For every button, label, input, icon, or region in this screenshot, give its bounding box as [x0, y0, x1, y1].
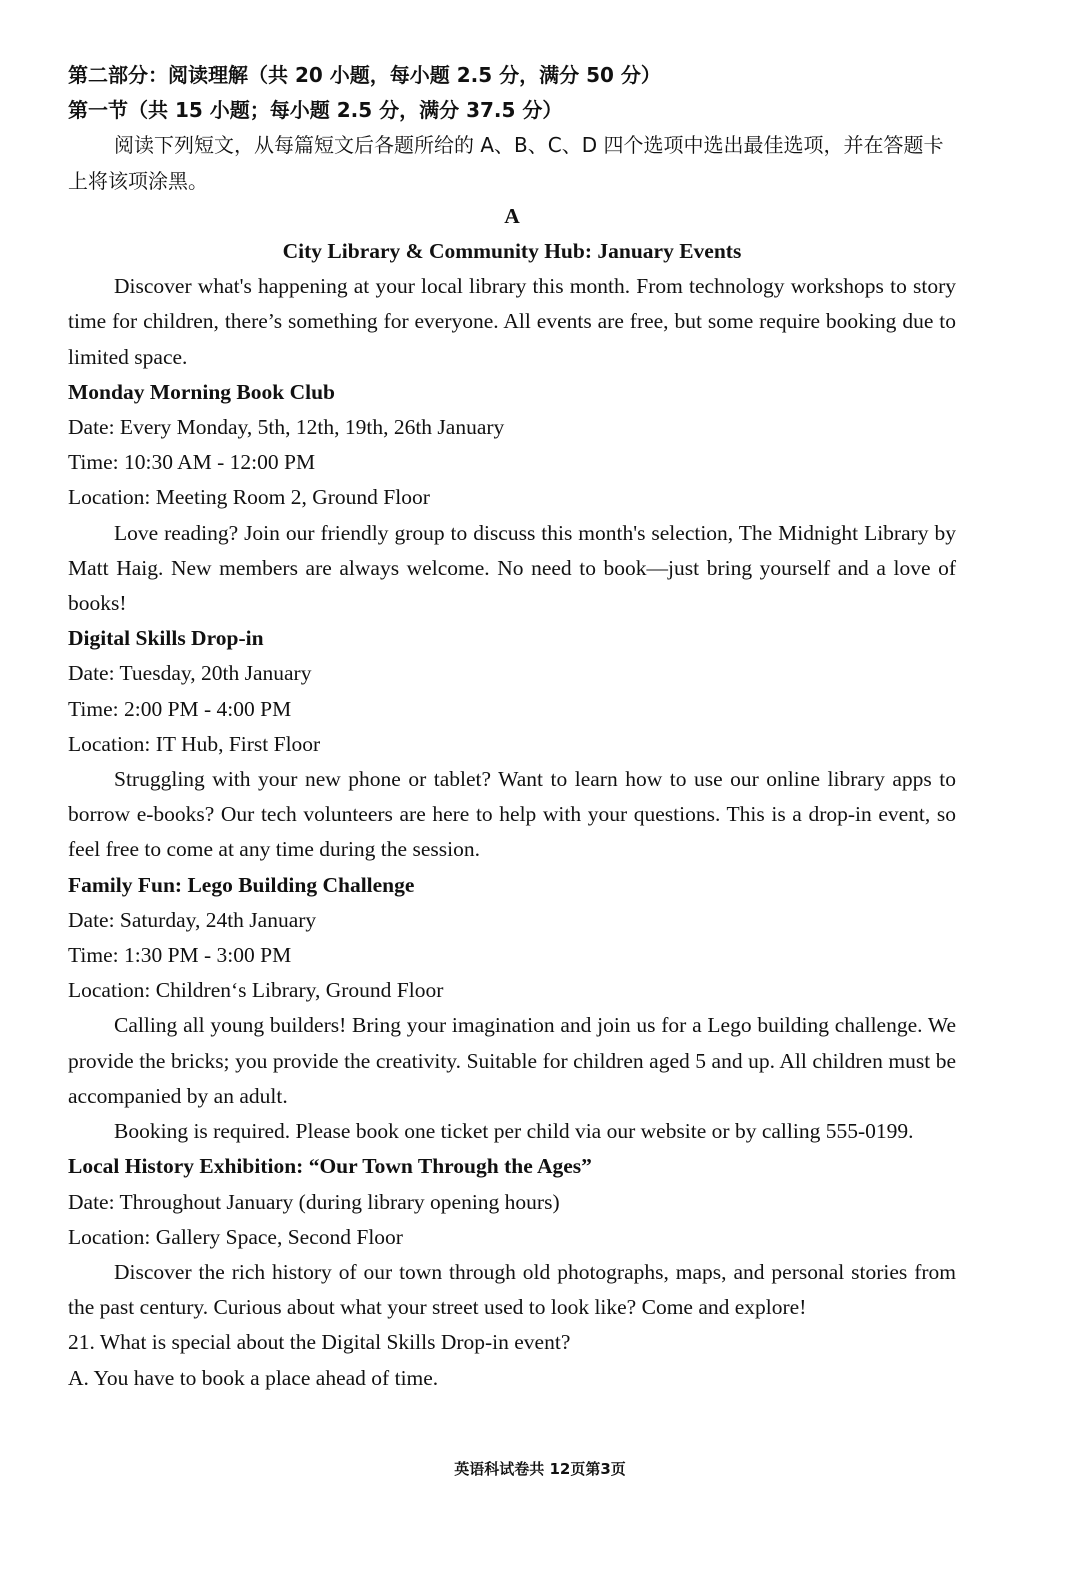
question-option-a: A. You have to book a place ahead of time. [68, 1365, 439, 1390]
event-title-history: Local History Exhibition: “Our Town Through the Ages” [68, 1154, 592, 1179]
event-booking-lego: Booking is required. Please book one ticket per child via our website or by calling 555-0199. [114, 1119, 914, 1144]
page-content [68, 58, 956, 1396]
passage-title: City Library & Community Hub: January Events [282, 239, 742, 264]
instructions: 阅读下列短文，从每篇短文后各题所给的 A、B、C、D 四个选项中选出最佳选项，并在答题卡上将该项涂黑。 [68, 133, 944, 193]
event-description-book-club: Love reading? Join our friendly group to discuss this month's selection, The Midnight Library by Matt Haig. New members are always welcome. No need to book—just bring yourself and a love of books! [68, 520, 956, 616]
passage-letter: A [504, 203, 520, 228]
question-stem: 21. What is special about the Digital Skills Drop-in event? [68, 1330, 571, 1355]
event-title-lego: Family Fun: Lego Building Challenge [68, 872, 415, 897]
event-location-lego: Location: Children‘s Library, Ground Floor [68, 978, 444, 1003]
event-date-lego: Date: Saturday, 24th January [68, 907, 317, 932]
page-footer: 英语科试卷共 12页第3页 [454, 1460, 626, 1478]
event-location-digital-skills: Location: IT Hub, First Floor [68, 731, 321, 756]
event-location-history: Location: Gallery Space, Second Floor [68, 1224, 403, 1249]
event-title-digital-skills: Digital Skills Drop-in [68, 626, 264, 651]
passage-intro: Discover what's happening at your local library this month. From technology workshops to story time for children, there’s something for everyone. All events are free, but some require booking due to limited space. [68, 274, 956, 369]
event-title-book-club: Monday Morning Book Club [68, 379, 336, 404]
event-time-book-club: Time: 10:30 AM - 12:00 PM [68, 450, 316, 475]
event-description-lego: Calling all young builders! Bring your imagination and join us for a Lego building challenge. We provide the bricks; you provide the creativity. Suitable for children aged 5 and up. All children must be accompanied by an adult. [68, 1013, 956, 1108]
section-title: 第一节（共 15 小题；每小题 2.5 分，满分 37.5 分） [68, 98, 563, 123]
event-description-history: Discover the rich history of our town through old photographs, maps, and personal stories from the past century. Curious about what your street used to look like? Come and explore! [68, 1259, 956, 1320]
event-date-history: Date: Throughout January (during library opening hours) [68, 1189, 560, 1214]
event-time-lego: Time: 1:30 PM - 3:00 PM [68, 943, 292, 968]
event-time-digital-skills: Time: 2:00 PM - 4:00 PM [68, 696, 292, 721]
event-location-book-club: Location: Meeting Room 2, Ground Floor [68, 485, 430, 510]
event-description-digital-skills: Struggling with your new phone or tablet? Want to learn how to use our online library apps to borrow e-books? Our tech volunteers are here to help with your questions. This is a drop-in event, so feel free to come at any time during the session. [68, 767, 956, 862]
event-date-digital-skills: Date: Tuesday, 20th January [68, 661, 312, 686]
part-title: 第二部分：阅读理解（共 20 小题，每小题 2.5 分，满分 50 分） [68, 63, 661, 87]
event-date-book-club: Date: Every Monday, 5th, 12th, 19th, 26th January [68, 415, 505, 440]
